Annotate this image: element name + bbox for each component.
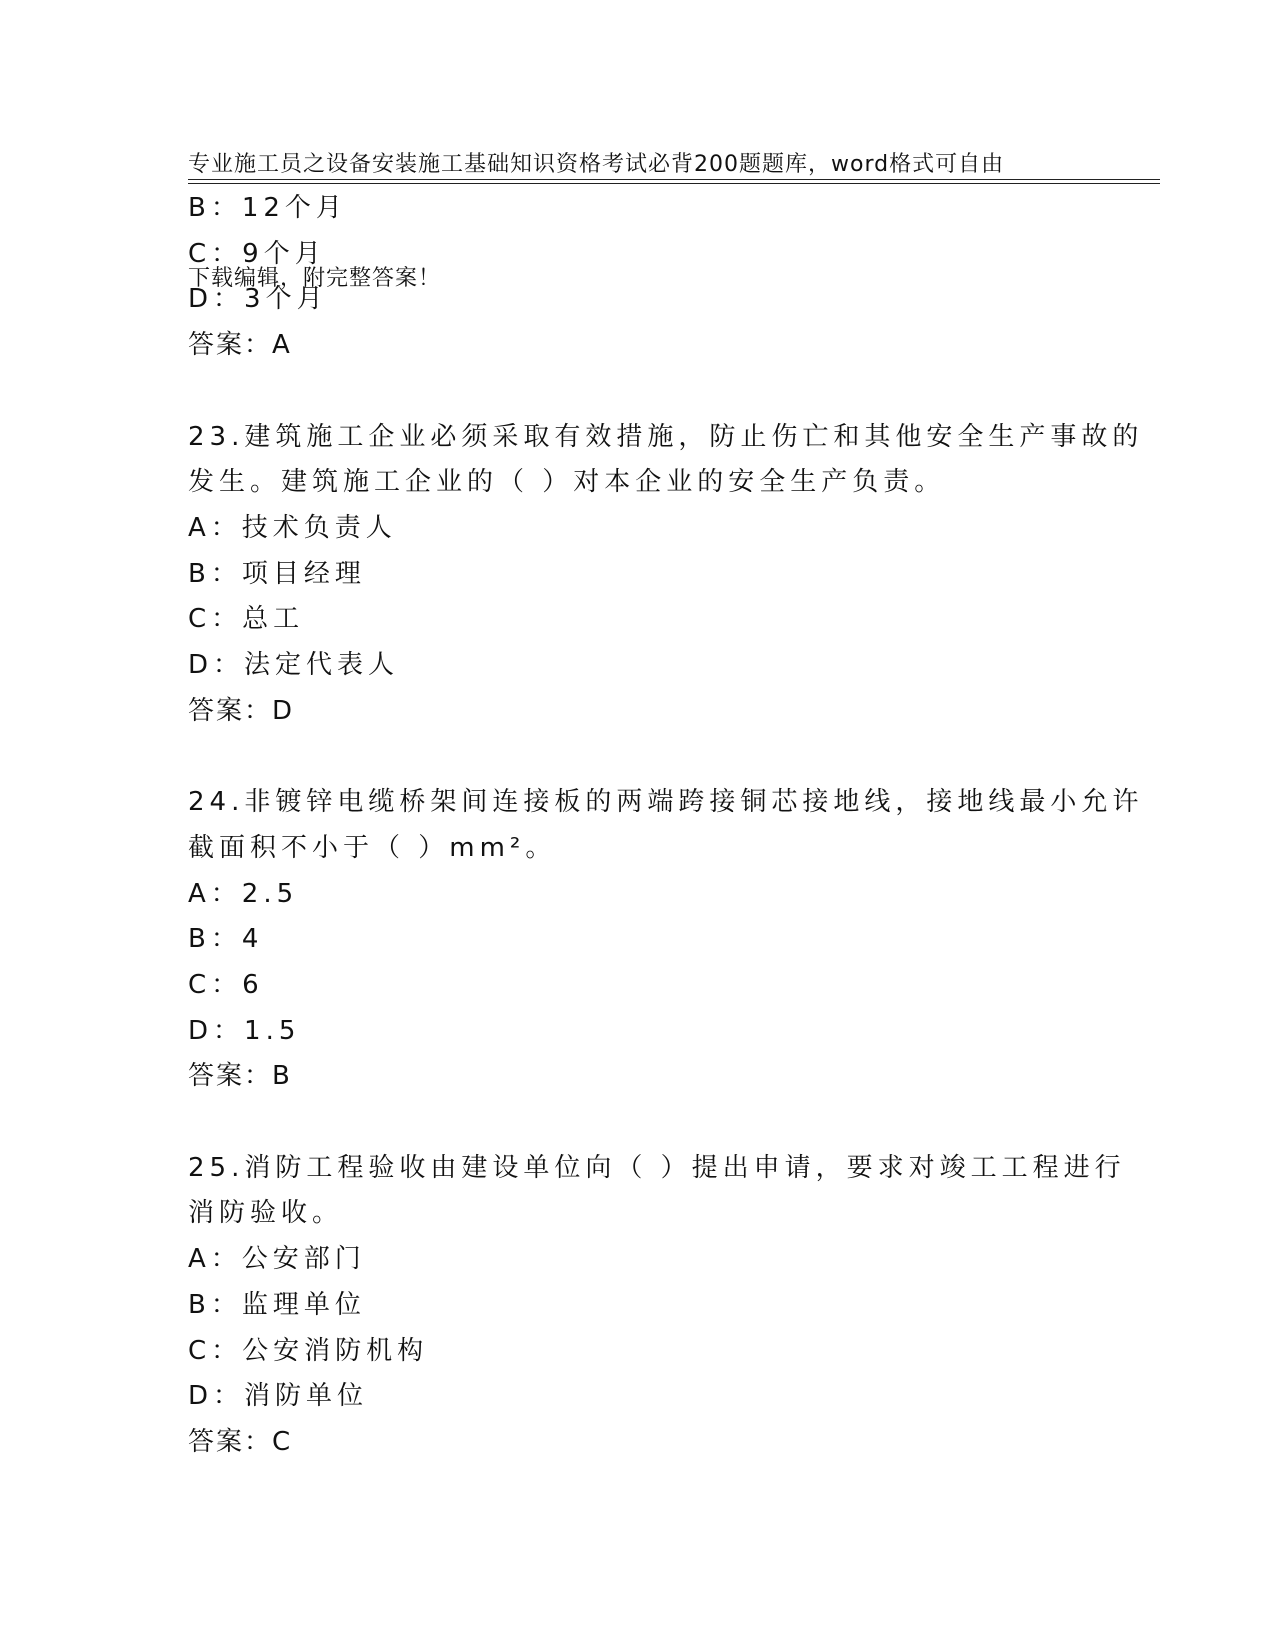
header-line-2: 下载编辑，附完整答案！: [188, 266, 442, 291]
question-text-line: 24.非镀锌电缆桥架间连接板的两端跨接铜芯接地线，接地线最小允许: [188, 787, 1144, 818]
option-line: B：监理单位: [188, 1289, 366, 1320]
option-line: A：2.5: [188, 878, 299, 909]
option-line: C：9个月: [188, 238, 326, 269]
question-text-line: 25.消防工程验收由建设单位向（ ）提出申请，要求对竣工工程进行: [188, 1152, 1126, 1183]
answer-line: 答案：D: [188, 695, 295, 726]
option-line: C：总工: [188, 604, 305, 635]
question-23: [188, 415, 1144, 735]
option-line: A：公安部门: [188, 1244, 366, 1275]
question-text-line: 23.建筑施工企业必须采取有效措施，防止伤亡和其他安全生产事故的: [188, 421, 1144, 452]
question-25: [188, 1146, 1126, 1466]
header-rule-top: [188, 179, 1160, 180]
answer-line: 答案：C: [188, 1426, 293, 1457]
question-text-line: 发生。建筑施工企业的（ ）对本企业的安全生产负责。: [188, 467, 946, 498]
option-line: D：1.5: [188, 1015, 301, 1046]
document-body: [188, 186, 1144, 1511]
option-line: C：6: [188, 969, 264, 1000]
option-line: D：法定代表人: [188, 650, 400, 681]
question-text-line: 消防验收。: [188, 1198, 344, 1229]
question-24: [188, 780, 1144, 1100]
option-line: C：公安消防机构: [188, 1335, 429, 1366]
option-line: B：12个月: [188, 193, 347, 223]
option-line: D：3个月: [188, 284, 328, 315]
option-line: A：技术负责人: [188, 512, 397, 543]
option-line: B：项目经理: [188, 558, 366, 589]
answer-line: 答案：B: [188, 1061, 292, 1092]
header-line-1: 专业施工员之设备安装施工基础知识资格考试必背200题题库，word格式可自由: [188, 152, 1005, 177]
option-line: B：4: [188, 924, 264, 955]
question-text-line: 截面积不小于（ ）mm²。: [188, 832, 557, 863]
header-rule-bottom: [188, 183, 1160, 184]
option-line: D：消防单位: [188, 1381, 369, 1412]
answer-line: 答案：A: [188, 330, 292, 361]
